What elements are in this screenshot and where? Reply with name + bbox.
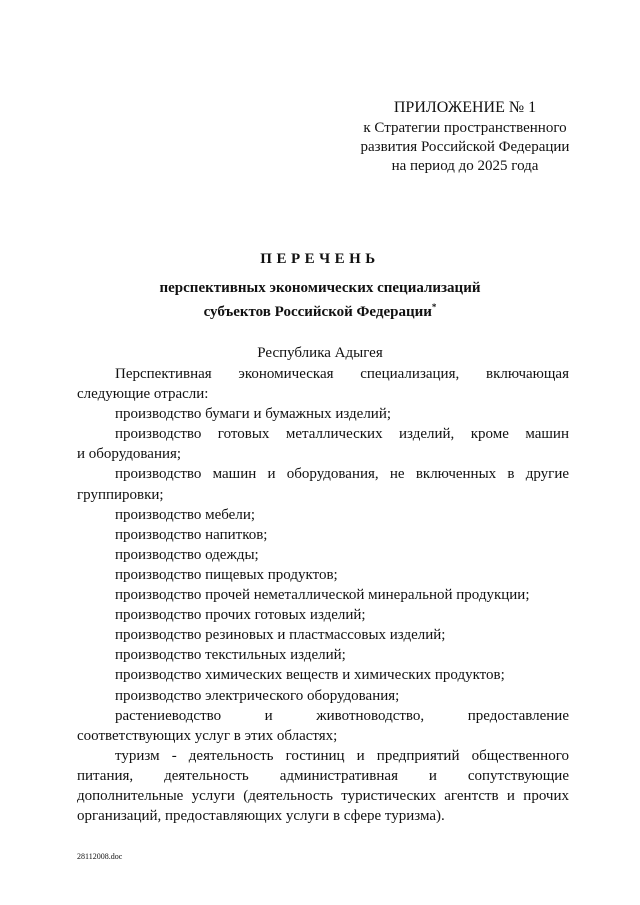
subtitle-line-2 <box>0 298 640 322</box>
appendix-line-3: на период до 2025 года <box>391 158 539 174</box>
list-item-continuation: и оборудования; <box>77 446 182 463</box>
list-item: растениеводство и животноводство, предоставление <box>115 707 569 724</box>
list-item: производство электрического оборудования; <box>115 687 400 704</box>
subtitle-line-2-text: субъектов Российской Федерации <box>203 304 432 320</box>
file-name-footer: 28112008.doc <box>77 852 123 861</box>
list-item: производство прочей неметаллической минеральной продукции; <box>115 587 530 604</box>
list-item: производство одежды; <box>115 546 259 563</box>
list-item: производство текстильных изделий; <box>115 647 346 664</box>
specialization-list <box>77 364 569 826</box>
appendix-number: ПРИЛОЖЕНИЕ № 1 <box>393 99 537 116</box>
list-item-continuation: организаций, предоставляющих услуги в сфере туризма). <box>77 808 445 825</box>
list-item: производство готовых металлических изделий, кроме машин <box>115 426 569 443</box>
list-item-continuation: питания, деятельность административная и сопутствующие <box>77 767 569 784</box>
appendix-line-1: к Стратегии пространственного <box>363 120 567 136</box>
list-item: производство мебели; <box>115 506 256 523</box>
list-item: производство пищевых продуктов; <box>115 566 338 583</box>
list-item-continuation: дополнительные услуги (деятельность туристических агентств и прочих <box>77 787 569 804</box>
list-item: туризм - деятельность гостиниц и предприятий общественного <box>115 747 569 764</box>
list-item-continuation: соответствующих услуг в этих областях; <box>77 727 338 744</box>
title-block <box>0 249 640 322</box>
appendix-block <box>340 98 590 176</box>
intro-line-2: следующие отрасли: <box>77 386 209 403</box>
subtitle-line-1: перспективных экономических специализаций <box>159 280 481 296</box>
list-item: производство резиновых и пластмассовых изделий; <box>115 627 446 644</box>
document-subtitle <box>0 279 640 322</box>
list-item: производство машин и оборудования, не включенных в другие <box>115 466 569 483</box>
list-item: производство бумаги и бумажных изделий; <box>115 406 392 423</box>
list-item: производство химических веществ и химических продуктов; <box>115 667 505 684</box>
list-item-continuation: группировки; <box>77 486 164 503</box>
intro-line-1: Перспективная экономическая специализация, включающая <box>115 366 569 382</box>
list-item: производство прочих готовых изделий; <box>115 607 366 624</box>
footnote-mark: * <box>431 302 437 312</box>
document-heading: ПЕРЕЧЕНЬ <box>260 251 380 267</box>
list-item: производство напитков; <box>115 526 268 543</box>
appendix-line-2: развития Российской Федерации <box>360 139 570 155</box>
region-heading: Республика Адыгея <box>257 345 383 361</box>
